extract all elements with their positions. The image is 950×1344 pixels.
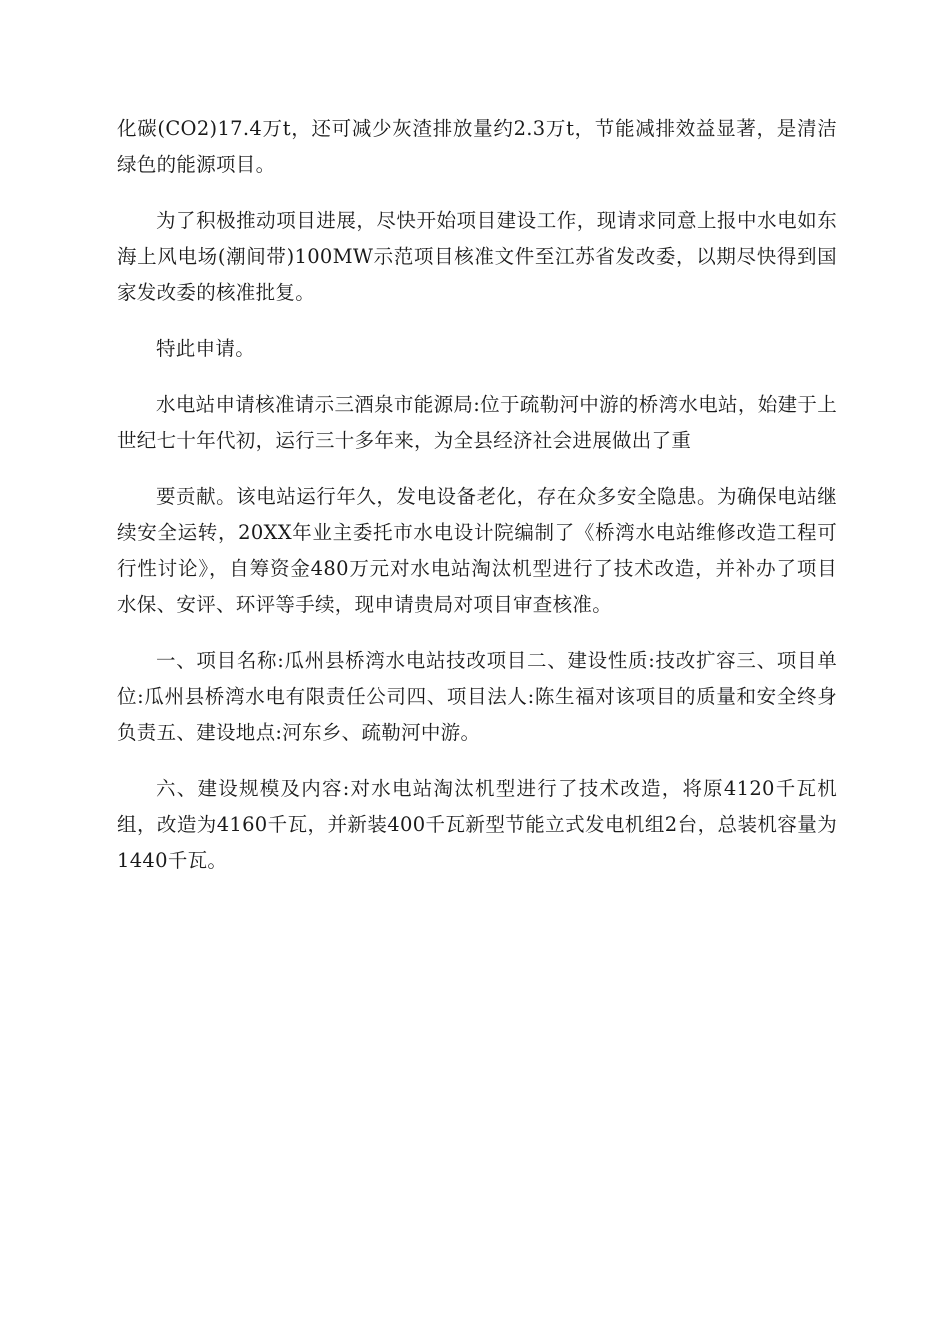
paragraph-hydropower-intro: 水电站申请核准请示三酒泉市能源局:位于疏勒河中游的桥湾水电站，始建于上世纪七十年代初，运行三十多年来，为全县经济社会进展做出了重	[117, 393, 837, 452]
paragraph-closing: 特此申请。	[156, 337, 256, 360]
document-body	[117, 111, 837, 899]
paragraph-project-items: 一、项目名称:瓜州县桥湾水电站技改项目二、建设性质:技改扩容三、项目单位:瓜州县桥湾水电有限责任公司四、项目法人:陈生福对该项目的质量和安全终身负责五、建设地点:河东乡、疏勒河中游。	[117, 649, 837, 744]
paragraph-request: 为了积极推动项目进展，尽快开始项目建设工作，现请求同意上报中水电如东海上风电场(潮间带)100MW示范项目核准文件至江苏省发改委，以期尽快得到国家发改委的核准批复。	[117, 209, 837, 304]
paragraph-project-scale: 六、建设规模及内容:对水电站淘汰机型进行了技术改造，将原4120千瓦机组，改造为4160千瓦，并新装400千瓦新型节能立式发电机组2台，总装机容量为1440千瓦。	[117, 777, 837, 872]
paragraph-continuation: 化碳(CO2)17.4万t，还可减少灰渣排放量约2.3万t，节能减排效益显著，是清洁绿色的能源项目。	[117, 117, 837, 176]
paragraph-hydropower-renovation: 要贡献。该电站运行年久，发电设备老化，存在众多安全隐患。为确保电站继续安全运转，20XX年业主委托市水电设计院编制了《桥湾水电站维修改造工程可行性讨论》，自筹资金480万元对水电站淘汰机型进行了技术改造，并补办了项目水保、安评、环评等手续，现申请贵局对项目审查核准。	[117, 485, 837, 616]
